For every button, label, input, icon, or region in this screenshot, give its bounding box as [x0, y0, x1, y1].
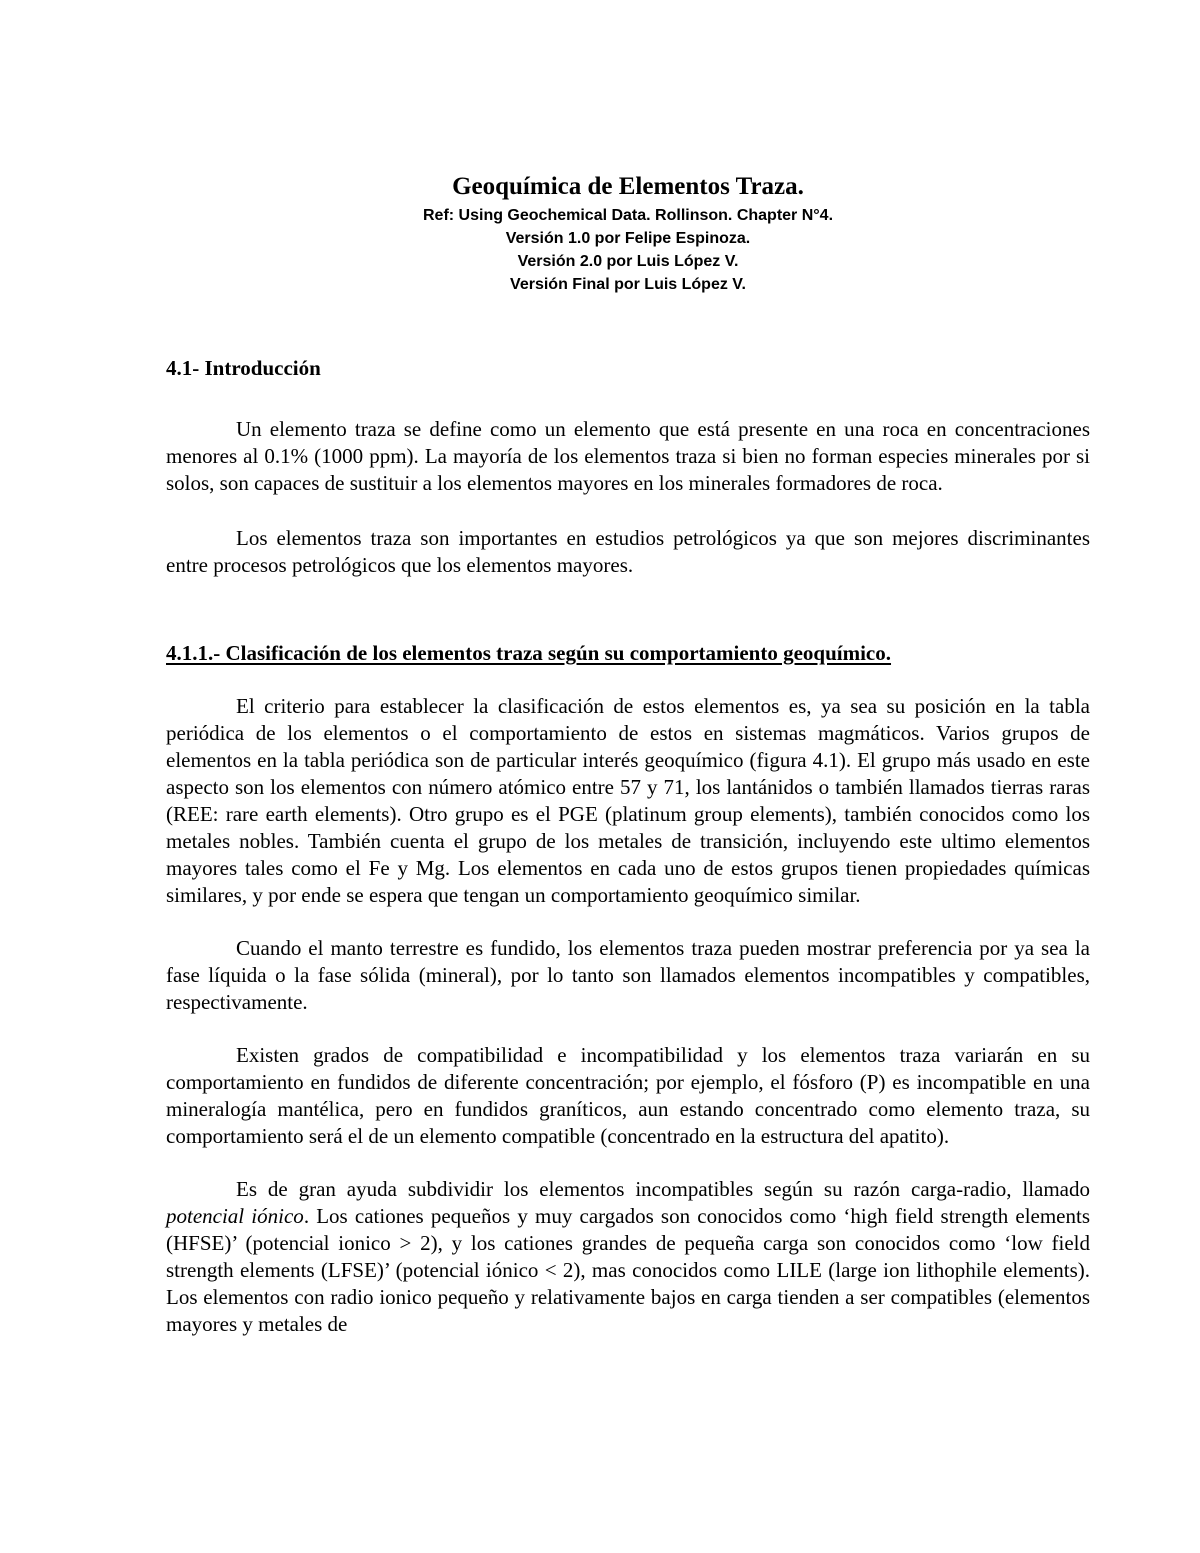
potencial-ionico-term: potencial iónico	[166, 1204, 304, 1228]
version-1-line: Versión 1.0 por Felipe Espinoza.	[505, 230, 751, 247]
clasificacion-paragraph-2: Cuando el manto terrestre es fundido, los elementos traza pueden mostrar preferencia por ya sea la fase líquida o la fase sólida (mineral), por lo tanto son llamados elementos incompatibles y compatibles, respectivamente.	[166, 936, 1090, 1014]
paragraph-4-text-end: . Los cationes pequeños y muy cargados son conocidos como ‘high field strength elements (HFSE)’ (potencial ionico > 2), y los cationes grandes de pequeña carga son conocidos como ‘low field strength elements (LFSE)’ (potencial iónico < 2), mas conocidos como LILE (large ion lithophile elements). Los elementos con radio ionico pequeño y relativamente bajos en carga tienden a ser compatibles (elementos mayores y metales de	[166, 1204, 1091, 1336]
version-2-line: Versión 2.0 por Luis López V.	[517, 253, 739, 270]
intro-paragraph-2: Los elementos traza son importantes en estudios petrológicos ya que son mejores discriminantes entre procesos petrológicos que los elementos mayores.	[166, 526, 1090, 577]
document-title: Geoquímica de Elementos Traza.	[452, 173, 804, 200]
document-page	[166, 170, 1090, 1338]
clasificacion-paragraph-1: El criterio para establecer la clasificación de estos elementos es, ya sea su posición en la tabla periódica de los elementos o el comportamiento de estos en sistemas magmáticos. Varios grupos de elementos en la tabla periódica son de particular interés geoquímico (figura 4.1). El grupo más usado en este aspecto son los elementos con número atómico entre 57 y 71, los lantánidos o también llamados tierras raras (REE: rare earth elements). Otro grupo es el PGE (platinum group elements), también conocidos como los metales nobles. También cuenta el grupo de los metales de transición, incluyendo este ultimo elementos mayores tales como el Fe y Mg. Los elementos en cada uno de estos grupos tienen propiedades químicas similares, y por ende se espera que tengan un comportamiento geoquímico similar.	[166, 694, 1090, 907]
section-heading-introduccion: 4.1- Introducción	[166, 356, 321, 380]
document-header	[166, 170, 1090, 296]
clasificacion-paragraph-4	[166, 1176, 1090, 1338]
reference-line: Ref: Using Geochemical Data. Rollinson. Chapter N°4.	[422, 207, 834, 224]
section-heading-clasificacion: 4.1.1.- Clasificación de los elementos traza según su comportamiento geoquímico.	[166, 641, 892, 665]
version-final-line: Versión Final por Luis López V.	[510, 276, 746, 293]
clasificacion-paragraph-3: Existen grados de compatibilidad e incompatibilidad y los elementos traza variarán en su comportamiento en fundidos de diferente concentración; por ejemplo, el fósforo (P) es incompatible en una mineralogía mantélica, pero en fundidos graníticos, aun estando concentrado como elemento traza, su comportamiento será el de un elemento compatible (concentrado en la estructura del apatito).	[166, 1043, 1090, 1148]
intro-paragraph-1: Un elemento traza se define como un elemento que está presente en una roca en concentraciones menores al 0.1% (1000 ppm). La mayoría de los elementos traza si bien no forman especies minerales por si solos, son capaces de sustituir a los elementos mayores en los minerales formadores de roca.	[166, 417, 1090, 495]
paragraph-4-text-start: Es de gran ayuda subdividir los elementos incompatibles según su razón carga-radio, llamado	[236, 1177, 1090, 1201]
